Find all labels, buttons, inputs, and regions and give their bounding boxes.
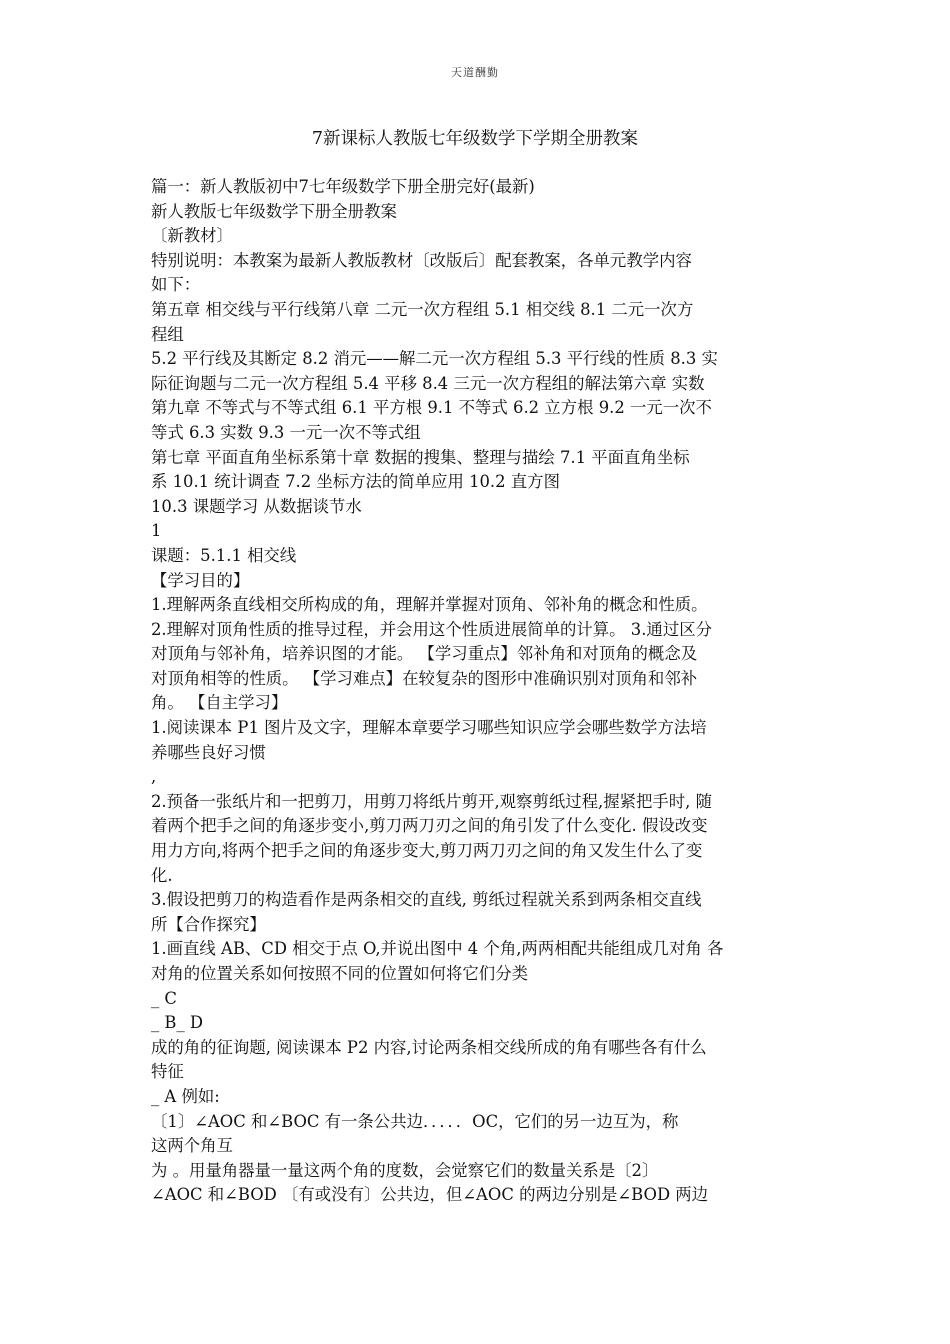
text-line: 第七章 平面直角坐标系第十章 数据的搜集、整理与描绘 7.1 平面直角坐标 [151,447,690,467]
page-header: 天道酬勤 [451,66,499,79]
section-heading: 【学习目的】 [151,570,250,590]
text-line: _ B_ D [151,1013,203,1033]
text-line: 〔新教材〕 [151,226,233,246]
text-line: _ C [151,988,177,1008]
text-line: 第五章 相交线与平行线第八章 二元一次方程组 5.1 相交线 8.1 二元一次方 [151,299,694,319]
text-line: 3.假设把剪刀的构造看作是两条相交的直线, 剪纸过程就关系到两条相交直线 [151,890,702,910]
text-line: 着两个把手之间的角逐步变小,剪刀两刀刃之间的角引发了什么变化. 假设改变 [151,816,708,836]
text-line: 1.阅读课本 P1 图片及文字，理解本章要学习哪些知识应学会哪些数学方法培 [151,718,707,738]
text-line: , [151,767,157,787]
text-line: _ A 例如: [151,1086,220,1106]
document-title: 7新课标人教版七年级数学下学期全册教案 [311,129,639,149]
page-number: 1 [151,521,162,541]
text-line: 5.2 平行线及其断定 8.2 消元——解二元一次方程组 5.3 平行线的性质 8.3 实 [151,349,718,369]
text-line: 化. [151,865,173,885]
text-line: 对顶角相等的性质。 【学习难点】在较复杂的图形中准确识别对顶角和邻补 [151,668,698,688]
text-line: 〔1〕∠AOC 和∠BOC 有一条公共边．．．．．OC，它们的另一边互为，称 [151,1111,679,1131]
text-line: 养哪些良好习惯 [151,742,266,762]
text-line: 10.3 课题学习 从数据谈节水 [151,496,362,516]
text-line: 课题：5.1.1 相交线 [151,545,297,565]
text-line: 等式 6.3 实数 9.3 一元一次不等式组 [151,422,421,442]
text-line: 特征 [151,1062,184,1082]
text-line: ∠AOC 和∠BOD 〔有或没有〕公共边，但∠AOC 的两边分别是∠BOD 两边 [151,1185,709,1205]
text-line: 角。 【自主学习】 [151,693,288,713]
text-line: 用力方向,将两个把手之间的角逐步变大,剪刀两刀刃之间的角又发生什么了变 [151,841,703,861]
text-line: 第九章 不等式与不等式组 6.1 平方根 9.1 不等式 6.2 立方根 9.2 一元一次不 [151,398,712,418]
text-line: 篇一：新人教版初中7七年级数学下册全册完好(最新) [151,177,535,196]
text-line: 程组 [151,324,184,344]
text-line: 1.理解两条直线相交所构成的角，理解并掌握对顶角、邻补角的概念和性质。 [151,595,708,615]
text-line: 系 10.1 统计调查 7.2 坐标方法的简单应用 10.2 直方图 [151,472,560,492]
text-line: 新人教版七年级数学下册全册教案 [151,201,397,221]
text-line: 所【合作探究】 [151,914,266,934]
document-body [151,175,803,1208]
text-line: 2.预备一张纸片和一把剪刀，用剪刀将纸片剪开,观察剪纸过程,握紧把手时, 随 [151,791,712,811]
text-line: 对角的位置关系如何按照不同的位置如何将它们分类 [151,964,528,983]
text-line: 成的角的征询题, 阅读课本 P2 内容,讨论两条相交线所成的角有哪些各有什么 [151,1037,707,1057]
text-line: 为 。用量角器量一量这两个角的度数，会觉察它们的数量关系是〔2〕 [151,1160,659,1180]
text-line: 对顶角与邻补角，培养识图的才能。 【学习重点】邻补角和对顶角的概念及 [151,644,698,664]
text-line: 这两个角互 [151,1136,233,1156]
text-line: 特别说明：本教案为最新人教版教材〔改版后〕配套教案，各单元教学内容 [151,250,692,270]
text-line: 如下： [151,275,201,295]
text-line: 1.画直线 AB、CD 相交于点 O,并说出图中 4 个角,两两相配共能组成几对角 各 [151,939,724,959]
text-line: 2.理解对顶角性质的推导过程，并会用这个性质进展简单的计算。 3.通过区分 [151,619,712,639]
text-line: 际征询题与二元一次方程组 5.4 平移 8.4 三元一次方程组的解法第六章 实数 [151,373,705,393]
